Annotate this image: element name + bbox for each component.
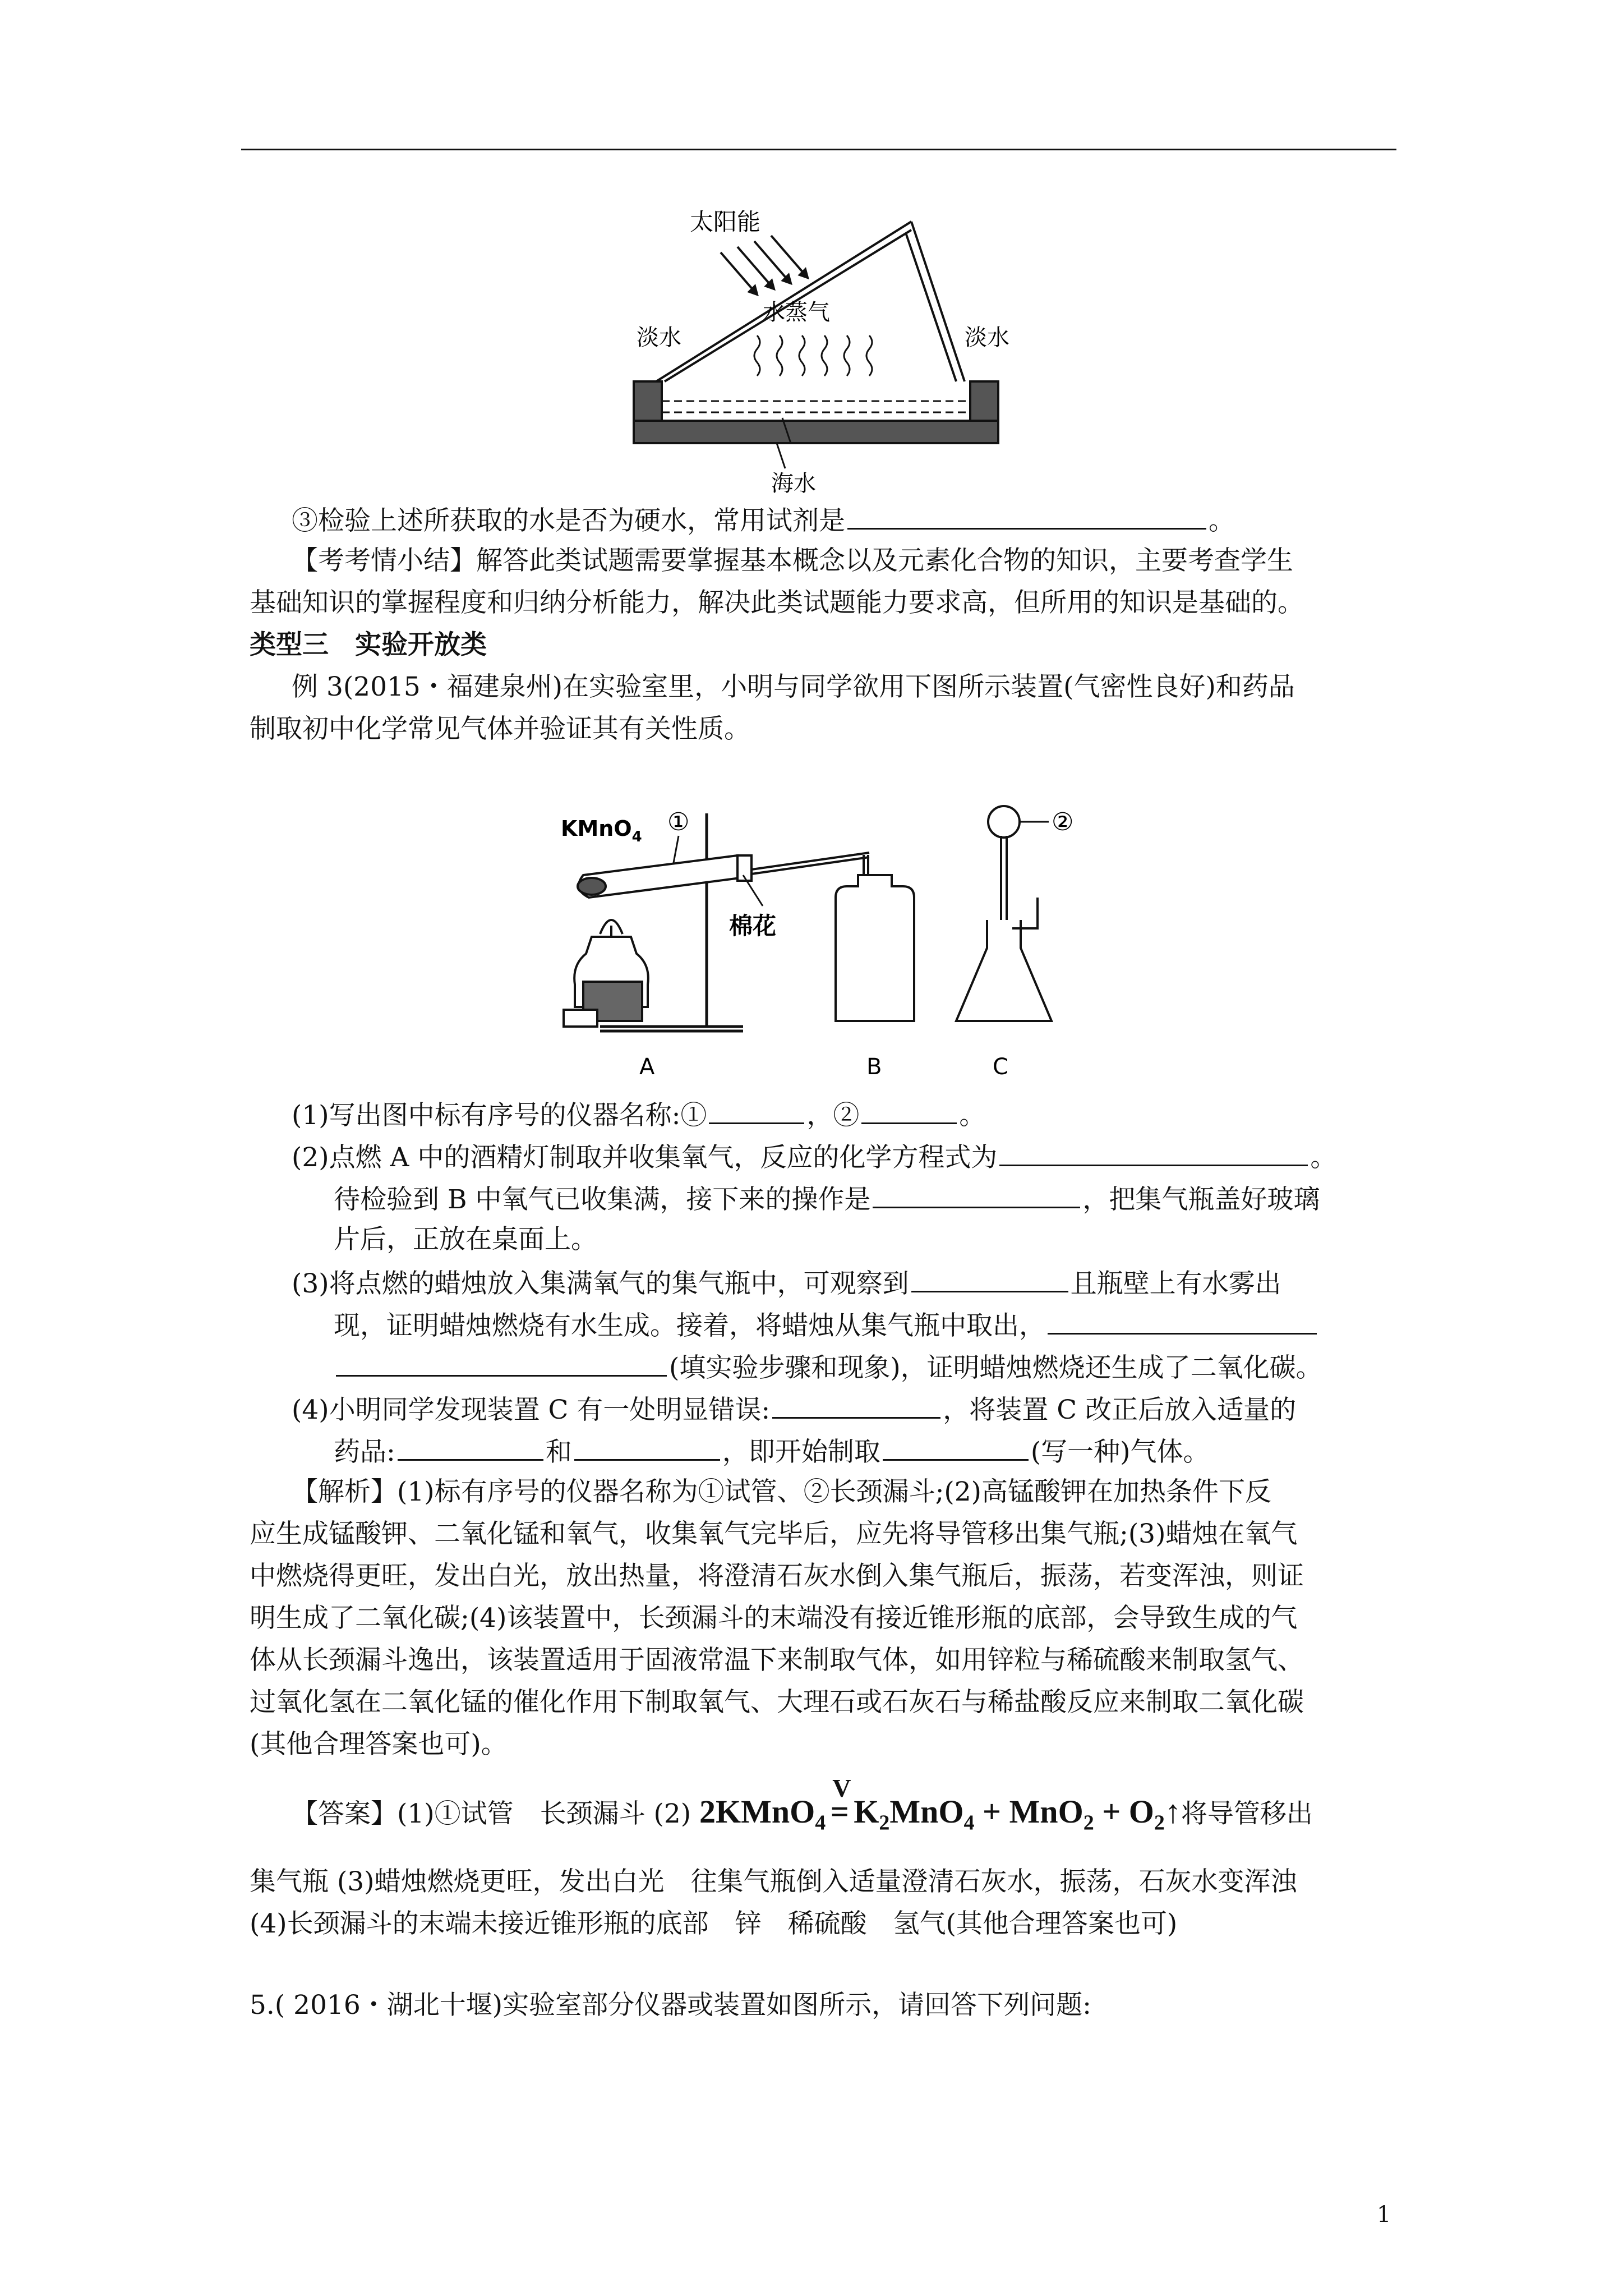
answer-blank[interactable]: [911, 1265, 1068, 1292]
chemical-equation: 2KMnO$_4$ V = $K_2MnO_4 + MnO_2$ + $O_2↑$: [699, 1774, 1181, 1835]
gas-bottle-b: [836, 875, 914, 1021]
answer-blank[interactable]: [873, 1181, 1080, 1208]
solar-still-figure: [623, 196, 1015, 494]
answer-line-2: 集气瓶 (3)蜡烛燃烧更旺，发出白光 往集气瓶倒入适量澄清石灰水，振荡，石灰水变浑浊: [250, 1866, 1297, 1897]
q2-line-3: 片后，正放在桌面上。: [334, 1224, 597, 1255]
label-vapor: 水蒸气: [763, 300, 830, 325]
q2-line-1: (2)点燃 A 中的酒精灯制取并收集氧气，反应的化学方程式为 。: [292, 1139, 1336, 1175]
problem-5: 5.( 2016・湖北十堰)实验室部分仪器或装置如图所示，请回答下列问题:: [250, 1990, 1091, 2021]
example-3-line-2: 制取初中化学常见气体并验证其有关性质。: [250, 714, 750, 744]
q4-line-2: 药品: 和 ，即开始制取 (写一种)气体。: [334, 1433, 1210, 1469]
label-2: ②: [1052, 808, 1074, 836]
answer-line-3: (4)长颈漏斗的末端未接近锥形瓶的底部 锌 稀硫酸 氢气(其他合理答案也可): [250, 1908, 1178, 1939]
answer-blank[interactable]: [772, 1391, 940, 1419]
label-cotton: 棉花: [729, 912, 777, 940]
q3-line-2: 现，证明蜡烛燃烧有水生成。接着，将蜡烛从集气瓶中取出，: [334, 1307, 1319, 1343]
q3-line-3: (填实验步骤和现象)，证明蜡烛燃烧还生成了二氧化碳。: [334, 1349, 1322, 1385]
analysis-line-2: 应生成锰酸钾、二氧化锰和氧气，收集氧气完毕后，应先将导管移出集气瓶;(3)蜡烛在氧气: [250, 1519, 1298, 1549]
label-c: C: [993, 1054, 1008, 1080]
lab-apparatus-figure: [550, 791, 1099, 1083]
section-heading: 类型三 实验开放类: [250, 629, 487, 660]
q2-line-2: 待检验到 B 中氧气已收集满，接下来的操作是 ，把集气瓶盖好玻璃: [334, 1181, 1320, 1217]
analysis-line-4: 明生成了二氧化碳;(4)该装置中，长颈漏斗的末端没有接近锥形瓶的底部，会导致生成的气: [250, 1603, 1298, 1634]
basin: [634, 381, 998, 443]
page-number: 1: [1377, 2202, 1391, 2228]
summary-line-1: 【考考情小结】解答此类试题需要掌握基本概念以及元素化合物的知识，主要考查学生: [292, 545, 1293, 576]
answer-blank[interactable]: [709, 1097, 804, 1124]
analysis-line-3: 中燃烧得更旺，发出白光，放出热量，将澄清石灰水倒入集气瓶后，振荡，若变浑浊，则证: [250, 1561, 1304, 1591]
analysis-line-7: (其他合理答案也可)。: [250, 1729, 508, 1760]
q3-line-1: (3)将点燃的蜡烛放入集满氧气的集气瓶中，可观察到 且瓶壁上有水雾出: [292, 1265, 1281, 1301]
analysis-line-6: 过氧化氢在二氧化锰的催化作用下制取氧气、大理石或石灰石与稀盐酸反应来制取二氧化碳: [250, 1687, 1304, 1718]
label-a: A: [639, 1054, 655, 1080]
analysis-line-5: 体从长颈漏斗逸出，该装置适用于固液常温下来制取气体，如用锌粒与稀硫酸来制取氢气、: [250, 1645, 1304, 1676]
label-fresh-right: 淡水: [965, 325, 1009, 351]
answer-blank[interactable]: [999, 1139, 1308, 1166]
answer-blank[interactable]: [883, 1433, 1029, 1461]
alcohol-lamp: [564, 920, 648, 1027]
label-1: ①: [667, 808, 690, 836]
analysis-line-1: 【解析】(1)标有序号的仪器名称为①试管、②长颈漏斗;(2)高锰酸钾在加热条件下反: [292, 1476, 1271, 1507]
sun-arrows: [721, 236, 808, 295]
answer-blank[interactable]: [1048, 1307, 1317, 1335]
label-sea: 海水: [771, 471, 816, 494]
label-solar: 太阳能: [690, 208, 761, 236]
answer-line-1: 【答案】(1)①试管 长颈漏斗 (2) 2KMnO$_4$ V = $K_2MnO_4 + MnO_2$ + $O_2↑$将导管移出: [292, 1774, 1313, 1835]
label-fresh-left: 淡水: [637, 325, 681, 351]
label-kmno4: KMnO$_4$: [561, 816, 642, 845]
summary-line-2: 基础知识的掌握程度和归纳分析能力，解决此类试题能力要求高，但所用的知识是基础的。: [250, 587, 1304, 618]
example-3-line-1: 例 3(2015・福建泉州)在实验室里，小明与同学欲用下图所示装置(气密性良好)和药品: [292, 671, 1295, 702]
q4-line-1: (4)小明同学发现装置 C 有一处明显错误: ，将装置 C 改正后放入适量的: [292, 1391, 1296, 1427]
answer-blank[interactable]: [847, 502, 1206, 530]
vapor-wavy-lines: [754, 335, 872, 376]
answer-blank[interactable]: [574, 1433, 720, 1461]
q1-line: (1)写出图中标有序号的仪器名称:① ，② 。: [292, 1097, 985, 1133]
header-rule: [241, 149, 1396, 150]
answer-blank[interactable]: [398, 1433, 543, 1461]
answer-blank[interactable]: [861, 1097, 957, 1124]
label-b: B: [866, 1054, 882, 1080]
question-3-line: ③检验上述所获取的水是否为硬水，常用试剂是 。: [292, 502, 1235, 538]
answer-blank[interactable]: [336, 1349, 667, 1377]
test-tube: [578, 853, 869, 931]
conical-flask-c: [956, 806, 1052, 1021]
